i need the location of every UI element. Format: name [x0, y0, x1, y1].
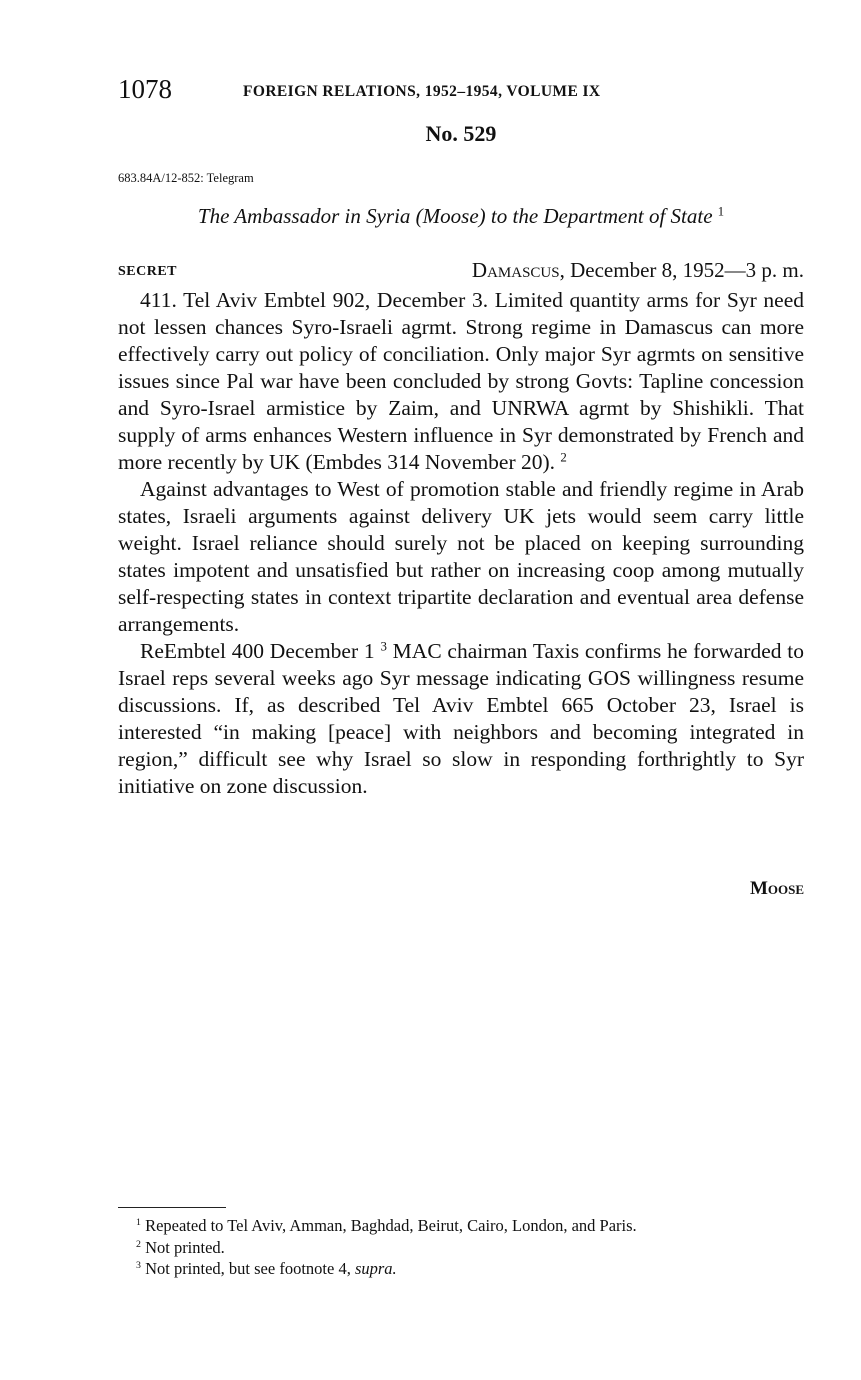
footnote-ref-3: 3 — [380, 639, 387, 654]
dateline — [472, 256, 804, 284]
running-head — [118, 74, 804, 104]
dateline-date: , December 8, 1952—3 p. m. — [559, 258, 804, 282]
page-number: 1078 — [118, 74, 172, 104]
signature: Moose — [749, 878, 804, 899]
footnote-ref-1: 1 — [717, 204, 725, 219]
dateline-place: Damascus — [471, 258, 560, 282]
paragraph-2-text: Against advantages to West of promotion stable and friendly regime in Arab states, Israeli arguments against delivery UK jets would seem carry little weight. Israel reliance should surely not be placed on keeping surrounding states impotent and unsatisfied but rather on increasing coop among mutually self-respecting states in context tripartite declaration and eventual area defense arrangements. — [118, 477, 804, 636]
source-note: 683.84A/12-852: Telegram — [118, 171, 254, 185]
footnote-divider — [118, 1207, 226, 1208]
footnotes — [118, 1215, 804, 1280]
document-number: No. 529 — [425, 121, 497, 146]
paragraph-3-text-before: ReEmbtel 400 December 1 — [140, 639, 375, 663]
footnote-3 — [118, 1258, 804, 1280]
footnote-ref-2: 2 — [560, 450, 567, 465]
footnote-italic-text: supra. — [354, 1259, 397, 1278]
telegram-header — [118, 256, 804, 284]
footnote-2 — [118, 1237, 804, 1259]
classification-label: SECRET — [118, 264, 178, 279]
footnote-text: Not printed, but see footnote 4, — [145, 1259, 351, 1278]
telegram-body — [118, 287, 804, 800]
running-title: FOREIGN RELATIONS, 1952–1954, VOLUME IX — [243, 83, 601, 100]
footnote-mark: 3 — [136, 1260, 141, 1272]
paragraph-3 — [118, 638, 804, 800]
footnote-mark: 2 — [136, 1238, 141, 1250]
paragraph-2 — [118, 476, 804, 638]
paragraph-1 — [118, 287, 804, 476]
footnote-text: Repeated to Tel Aviv, Amman, Baghdad, Beirut, Cairo, London, and Paris. — [145, 1216, 637, 1235]
footnote-mark: 1 — [136, 1217, 141, 1229]
document-title — [118, 202, 804, 230]
footnote-text: Not printed. — [145, 1237, 225, 1257]
paragraph-1-text: 411. Tel Aviv Embtel 902, December 3. Limited quantity arms for Syr need not lessen chances Syro-Israeli agrmt. Strong regime in Damascus can more effectively carry out policy of conciliation. Only major Syr agrmts on sensitive issues since Pal war have been concluded by strong Govts: Tapline concession and Syro-Israel armistice by Zaim, and UNRWA agrmt by Shishikli. That supply of arms enhances Western influence in Syr demonstrated by French and more recently by UK (Embdes 314 November 20). — [118, 288, 804, 474]
document-title-text: The Ambassador in Syria (Moose) to the Department of State — [197, 204, 713, 228]
paragraph-3-text-after: MAC chairman Taxis confirms he forwarded to Israel reps several weeks ago Syr message indicating GOS willingness resume discussions. If, as described Tel Aviv Embtel 665 October 23, Israel is interested “in making [peace] with neighbors and becoming integrated in region,” difficult see why Israel so slow in responding forthrightly to Syr initiative on zone discussion. — [118, 639, 804, 798]
footnote-1 — [118, 1215, 804, 1237]
